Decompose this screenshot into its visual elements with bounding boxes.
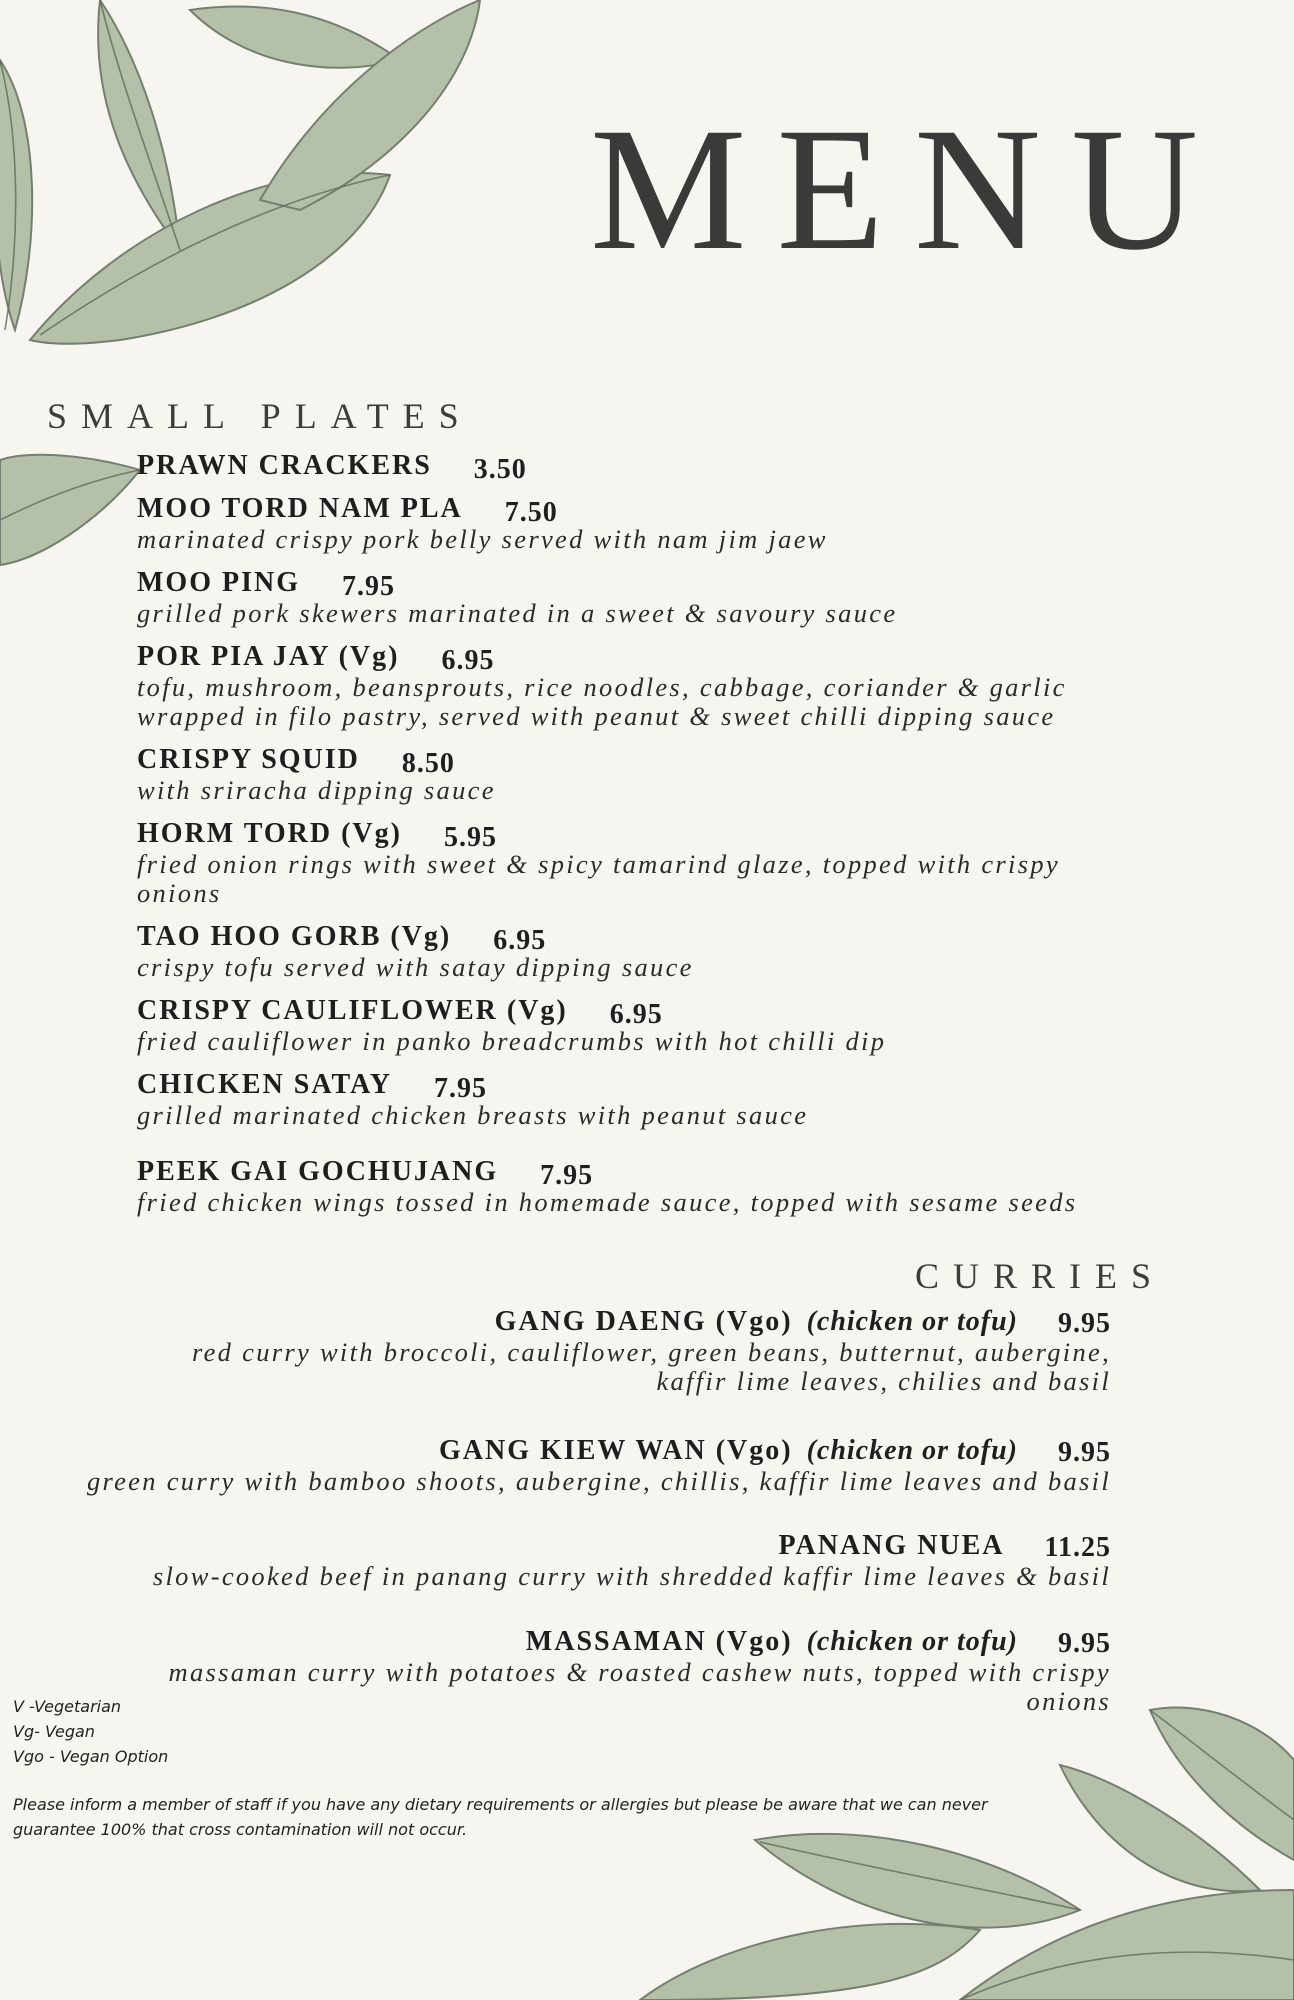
curry-item: [11, 1435, 1111, 1496]
item-price: 7.95: [540, 1160, 594, 1191]
item-name: CRISPY SQUID: [137, 744, 360, 775]
legend-vegetarian: V -Vegetarian: [13, 1697, 122, 1716]
curry-item: [11, 1530, 1111, 1591]
item-name: GANG KIEW WAN (Vgo): [439, 1435, 793, 1466]
item-description: marinated crispy pork belly served with nam jim jaew: [137, 524, 828, 554]
item-option: (chicken or tofu): [806, 1435, 1018, 1466]
item-option: (chicken or tofu): [806, 1306, 1018, 1337]
menu-item: [137, 921, 1137, 982]
item-name: HORM TORD (Vg): [137, 818, 402, 849]
item-description-line-2: wrapped in filo pastry, served with peanut & sweet chilli dipping sauce: [137, 701, 1056, 731]
menu-item: [137, 744, 1137, 805]
section-heading-small-plates: SMALL PLATES: [47, 396, 473, 436]
menu-item: [137, 995, 1137, 1056]
menu-item: [137, 641, 1137, 731]
menu-item: [137, 450, 1137, 485]
curry-item: [11, 1306, 1111, 1396]
item-description: grilled marinated chicken breasts with peanut sauce: [137, 1100, 809, 1130]
item-price: 7.95: [433, 1073, 487, 1104]
item-description: green curry with bamboo shoots, aubergine, chillis, kaffir lime leaves and basil: [86, 1466, 1111, 1496]
item-description: tofu, mushroom, beansprouts, rice noodles, cabbage, coriander & garlic: [137, 672, 1067, 702]
item-name: GANG DAENG (Vgo): [494, 1306, 793, 1337]
item-price: 7.95: [342, 571, 395, 602]
item-price: 8.50: [401, 748, 455, 779]
item-price: 9.95: [1058, 1628, 1111, 1659]
item-description: fried onion rings with sweet & spicy tamarind glaze, topped with crispy onions: [137, 849, 1060, 908]
item-name: PEEK GAI GOCHUJANG: [137, 1156, 499, 1187]
allergy-notice: Please inform a member of staff if you have any dietary requirements or allergies but please be aware that we can never guarantee 100% that cross contamination will not occur.: [13, 1795, 988, 1839]
item-name: CRISPY CAULIFLOWER (Vg): [137, 995, 568, 1026]
item-price: 6.95: [609, 999, 663, 1030]
menu-item: [137, 1156, 1137, 1217]
item-price: 9.95: [1058, 1308, 1111, 1339]
item-description: fried cauliflower in panko breadcrumbs with hot chilli dip: [137, 1026, 887, 1056]
item-name: MOO PING: [137, 567, 300, 598]
item-price: 3.50: [473, 454, 527, 485]
leaf-bottom-right-3: [755, 1834, 1080, 1928]
legend-vegan-option: Vgo - Vegan Option: [13, 1747, 169, 1766]
item-description: massaman curry with potatoes & roasted cashew nuts, topped with crispy: [168, 1657, 1111, 1687]
item-description: grilled pork skewers marinated in a sweet & savoury sauce: [137, 598, 898, 628]
item-description: red curry with broccoli, cauliflower, green beans, butternut, aubergine,: [191, 1337, 1111, 1367]
item-description: crispy tofu served with satay dipping sauce: [137, 952, 694, 982]
item-description: fried chicken wings tossed in homemade sauce, topped with sesame seeds: [137, 1187, 1078, 1217]
curry-item: [11, 1626, 1111, 1716]
menu-title: MENU: [590, 92, 1229, 287]
leaf-top-left-3: [190, 7, 400, 68]
item-price: 6.95: [441, 645, 495, 676]
item-option: (chicken or tofu): [806, 1626, 1018, 1657]
dietary-legend: [13, 1694, 168, 1769]
item-name: MOO TORD NAM PLA: [137, 493, 463, 524]
item-price: 11.25: [1044, 1532, 1111, 1563]
item-name: PRAWN CRACKERS: [137, 450, 432, 481]
item-name: MASSAMAN (Vgo): [525, 1626, 793, 1657]
item-name: POR PIA JAY (Vg): [137, 641, 400, 672]
leaf-bottom-right-4: [640, 1924, 980, 2000]
item-price: 7.50: [504, 497, 558, 528]
section-heading-curries: CURRIES: [915, 1256, 1166, 1296]
legend-vegan: Vg- Vegan: [13, 1722, 95, 1741]
item-description-line-2: kaffir lime leaves, chilies and basil: [656, 1366, 1111, 1396]
item-price: 9.95: [1058, 1437, 1111, 1468]
item-description: slow-cooked beef in panang curry with shredded kaffir lime leaves & basil: [152, 1561, 1111, 1591]
menu-item: [137, 493, 1137, 554]
item-price: 5.95: [443, 822, 497, 853]
menu-item: [137, 818, 1137, 908]
item-name: TAO HOO GORB (Vg): [137, 921, 452, 952]
menu-item: [137, 1069, 1137, 1130]
menu-item: [137, 567, 1137, 628]
item-description: with sriracha dipping sauce: [137, 775, 496, 805]
item-name: PANANG NUEA: [778, 1530, 1005, 1561]
leaf-top-left-4: [30, 173, 390, 344]
item-price: 6.95: [493, 925, 547, 956]
item-description-line-2: onions: [1026, 1686, 1111, 1716]
item-name: CHICKEN SATAY: [137, 1069, 392, 1100]
